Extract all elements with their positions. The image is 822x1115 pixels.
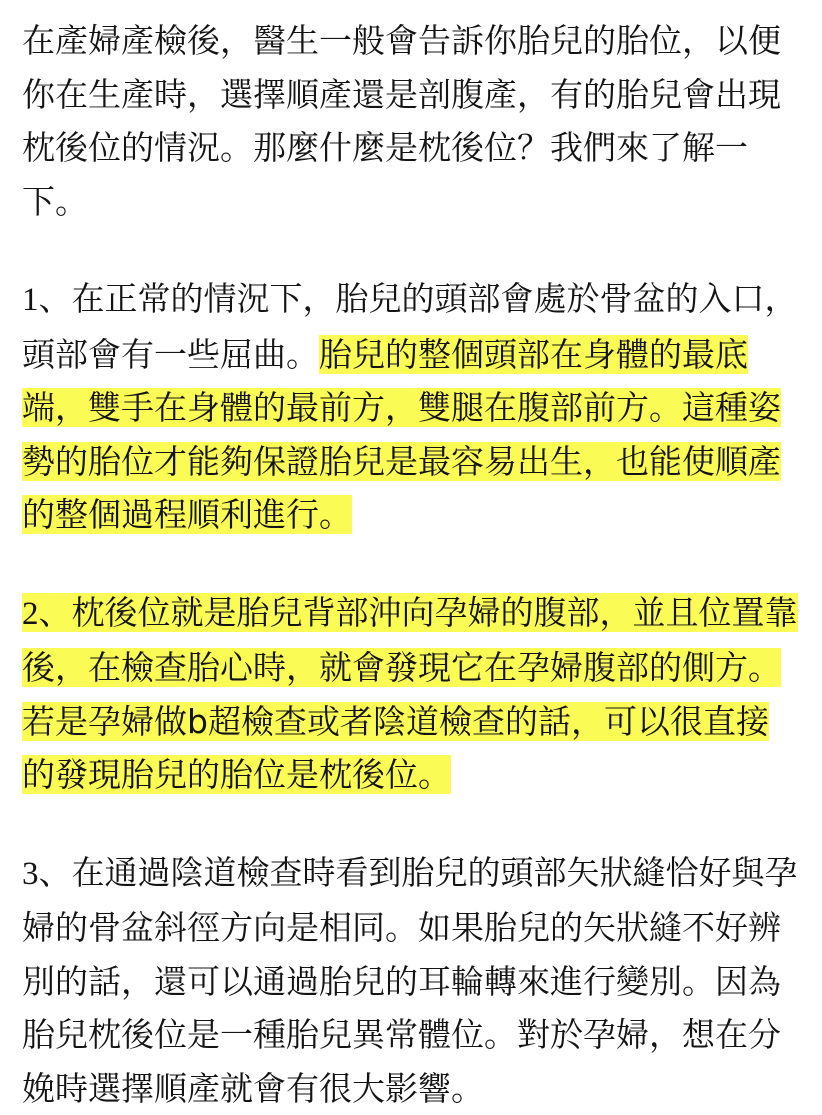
point-2-highlight: [22, 593, 798, 795]
point-1-highlighted-text: 胎兒的整個頭部在身體的最底端，雙手在身體的最前方，雙腿在腹部前方。這種姿勢的胎位才能夠保證胎兒是最容易出生，也能使順產的整個過程順利進行。: [22, 335, 781, 535]
point-1-paragraph: [22, 272, 800, 542]
point-1-number: 1: [22, 282, 39, 318]
point-3-paragraph: [22, 846, 800, 1115]
intro-paragraph: [22, 14, 800, 228]
point-2-number: 2: [22, 596, 39, 632]
article-body: [22, 14, 800, 1115]
intro-text: 在產婦產檢後，醫生一般會告訴你胎兒的胎位，以便你在生產時，選擇順產還是剖腹產，有的胎兒會出現枕後位的情況。那麼什麼是枕後位？我們來了解一下。: [22, 21, 781, 221]
point-3-number: 3: [22, 856, 39, 892]
point-2-paragraph: [22, 586, 800, 802]
point-3-text: 、在通過陰道檢查時看到胎兒的頭部矢狀縫恰好與孕婦的骨盆斜徑方向是相同。如果胎兒的矢狀縫不好辨別的話，還可以通過胎兒的耳輪轉來進行變別。因為胎兒枕後位是一種胎兒異常體位。對於孕婦，想在分娩時選擇順產就會有很大影響。: [22, 853, 798, 1108]
point-2-highlighted-text: 、枕後位就是胎兒背部沖向孕婦的腹部，並且位置靠後，在檢查胎心時，就會發現它在孕婦腹部的側方。若是孕婦做b超檢查或者陰道檢查的話，可以很直接的發現胎兒的胎位是枕後位。: [22, 593, 798, 795]
point-1-text: 、在正常的情況下，胎兒的頭部會處於骨盆的入口，頭部會有一些屈曲。: [22, 279, 798, 374]
